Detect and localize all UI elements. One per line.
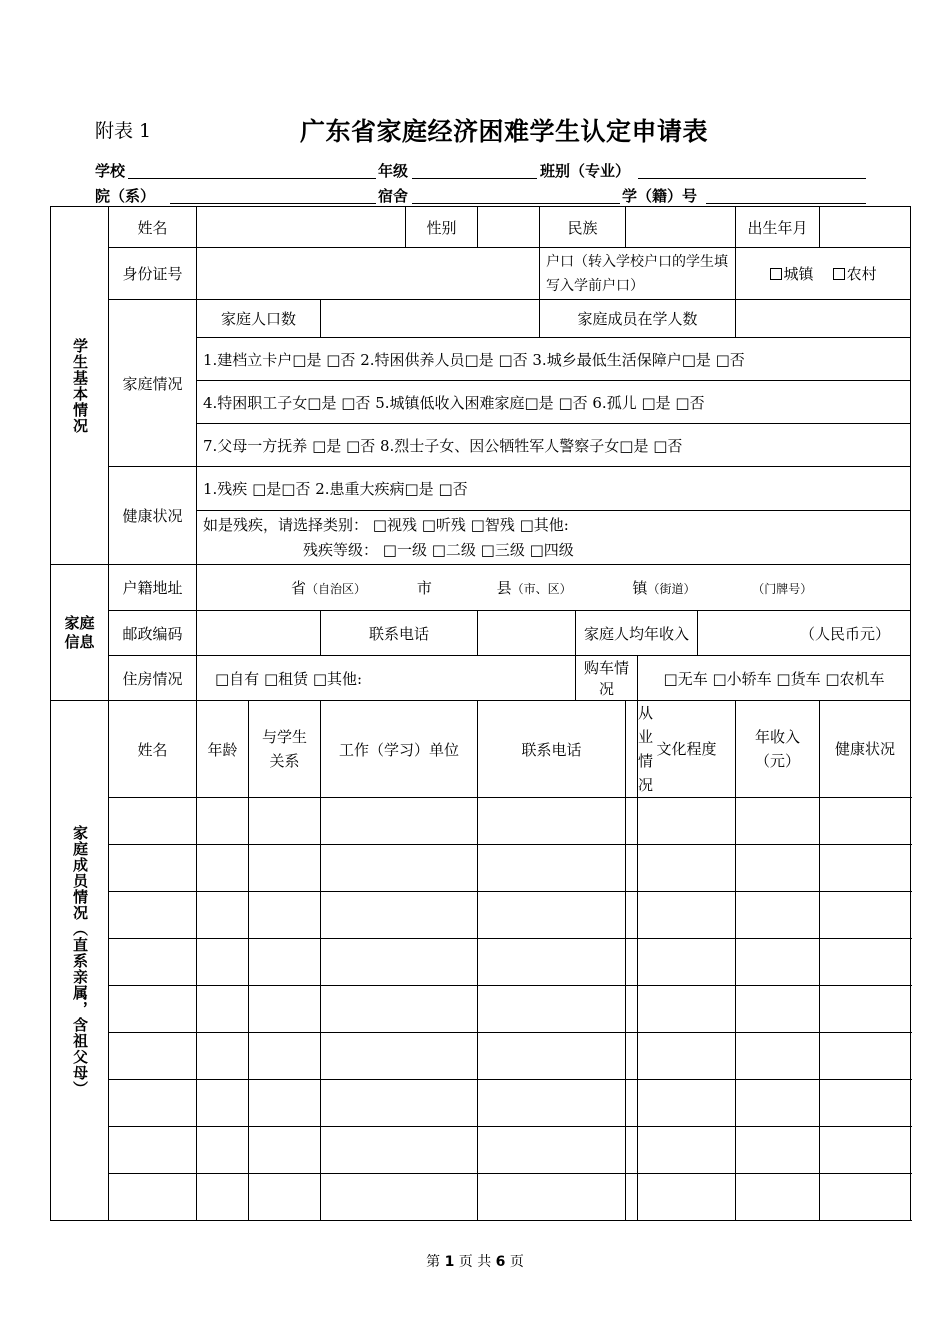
grade-field[interactable] — [412, 178, 537, 179]
member-cell[interactable] — [736, 1033, 820, 1080]
family-students-label: 家庭成员在学人数 — [540, 300, 736, 338]
family-status-label: 家庭情况 — [109, 300, 197, 467]
member-cell[interactable] — [820, 1033, 911, 1080]
health-row1[interactable]: 1.残疾 □是□否 2.患重大疾病□是 □否 — [197, 467, 911, 511]
class-field[interactable] — [638, 178, 866, 179]
member-cell[interactable] — [478, 892, 626, 939]
member-cell[interactable] — [321, 939, 478, 986]
member-cell[interactable] — [736, 986, 820, 1033]
member-cell[interactable] — [321, 1033, 478, 1080]
member-cell[interactable] — [736, 1080, 820, 1127]
member-cell[interactable] — [249, 1080, 321, 1127]
member-cell[interactable] — [249, 798, 321, 845]
member-cell[interactable] — [820, 1127, 911, 1174]
rural-checkbox[interactable] — [833, 268, 845, 280]
name-field[interactable] — [197, 207, 406, 248]
urban-checkbox[interactable] — [770, 268, 782, 280]
member-cell[interactable] — [478, 1174, 626, 1221]
member-cell[interactable] — [638, 798, 736, 845]
member-row — [51, 892, 911, 939]
member-cell[interactable] — [249, 939, 321, 986]
section-family-members: 家庭成员情况（直系亲属，含祖父母） — [51, 701, 109, 1221]
member-cell[interactable] — [478, 1127, 626, 1174]
family-students-field[interactable] — [736, 300, 911, 338]
member-cell[interactable] — [626, 1174, 638, 1221]
county-label: 县 — [496, 579, 512, 597]
member-cell[interactable] — [321, 892, 478, 939]
member-cell[interactable] — [736, 1174, 820, 1221]
housing-options[interactable]: □自有 □租赁 □其他: — [197, 656, 576, 701]
town-note: （街道） — [647, 582, 696, 596]
member-cell[interactable] — [736, 939, 820, 986]
member-cell[interactable] — [478, 986, 626, 1033]
member-cell[interactable] — [638, 845, 736, 892]
member-cell[interactable] — [626, 986, 638, 1033]
member-cell[interactable] — [109, 1174, 197, 1221]
member-cell[interactable] — [197, 845, 249, 892]
annex-label: 附表 1 — [95, 120, 152, 142]
member-cell[interactable] — [197, 1080, 249, 1127]
car-options[interactable]: □无车 □小轿车 □货车 □农机车 — [638, 656, 911, 701]
birth-label: 出生年月 — [736, 207, 820, 248]
member-cell[interactable] — [820, 1080, 911, 1127]
member-cell[interactable] — [109, 892, 197, 939]
student-no-label: 学（籍）号 — [622, 187, 698, 205]
name-label: 姓名 — [109, 207, 197, 248]
member-cell[interactable] — [249, 1127, 321, 1174]
member-col-health: 健康状况 — [820, 701, 911, 798]
member-row — [51, 1127, 911, 1174]
member-row — [51, 939, 911, 986]
class-label: 班别（专业） — [540, 162, 631, 180]
member-cell[interactable] — [736, 892, 820, 939]
member-cell[interactable] — [638, 1080, 736, 1127]
postcode-field[interactable] — [197, 611, 321, 656]
member-cell[interactable] — [197, 892, 249, 939]
dept-label: 院（系） — [95, 187, 156, 205]
birth-field[interactable] — [820, 207, 911, 248]
member-cell[interactable] — [321, 845, 478, 892]
health-label: 健康状况 — [109, 467, 197, 565]
id-label: 身份证号 — [109, 248, 197, 300]
member-cell[interactable] — [626, 939, 638, 986]
member-cell[interactable] — [197, 1033, 249, 1080]
address-field[interactable] — [197, 565, 911, 611]
member-cell[interactable] — [478, 845, 626, 892]
hukou-options[interactable] — [736, 248, 911, 300]
member-cell[interactable] — [478, 1033, 626, 1080]
member-row — [51, 798, 911, 845]
member-cell[interactable] — [626, 1127, 638, 1174]
member-cell[interactable] — [109, 1080, 197, 1127]
urban-option-label: 城镇 — [783, 265, 814, 283]
family-size-field[interactable] — [321, 300, 540, 338]
member-cell[interactable] — [249, 986, 321, 1033]
dorm-label: 宿舍 — [378, 187, 409, 205]
page-footer: 第 1 页 共 6 页 — [426, 1254, 524, 1270]
member-cell[interactable] — [321, 1174, 478, 1221]
county-note: （市、区） — [511, 582, 572, 596]
member-cell[interactable] — [626, 798, 638, 845]
member-row — [51, 986, 911, 1033]
member-cell[interactable] — [736, 1127, 820, 1174]
health-row2[interactable] — [197, 511, 911, 565]
member-cell[interactable] — [820, 892, 911, 939]
member-cell[interactable] — [109, 1033, 197, 1080]
member-col-phone: 联系电话 — [478, 701, 626, 798]
member-col-name: 姓名 — [109, 701, 197, 798]
house-no-note: （门牌号） — [752, 582, 813, 596]
dorm-field[interactable] — [412, 203, 620, 204]
member-row — [51, 1080, 911, 1127]
page-title: 广东省家庭经济困难学生认定申请表 — [300, 117, 709, 146]
page-number: 1 — [444, 1254, 455, 1270]
application-form-table — [50, 206, 911, 1221]
car-label: 购车情况 — [576, 656, 638, 701]
member-cell[interactable] — [626, 1080, 638, 1127]
school-label: 学校 — [95, 162, 126, 180]
member-col-employment: 从业情况 — [626, 701, 638, 798]
member-cell[interactable] — [478, 939, 626, 986]
family-size-label: 家庭人口数 — [197, 300, 321, 338]
member-cell[interactable] — [109, 845, 197, 892]
member-row — [51, 1033, 911, 1080]
member-cell[interactable] — [249, 1174, 321, 1221]
page-total: 6 — [495, 1254, 506, 1270]
member-col-education: 文化程度 — [638, 701, 736, 798]
member-cell[interactable] — [109, 1127, 197, 1174]
province-label: 省 — [291, 579, 307, 597]
member-cell[interactable] — [197, 986, 249, 1033]
member-cell[interactable] — [736, 798, 820, 845]
member-col-relation: 与学生关系 — [249, 701, 321, 798]
member-cell[interactable] — [249, 892, 321, 939]
id-field[interactable] — [197, 248, 540, 300]
gender-label: 性别 — [406, 207, 478, 248]
member-cell[interactable] — [626, 1033, 638, 1080]
member-cell[interactable] — [109, 986, 197, 1033]
member-cell[interactable] — [638, 1033, 736, 1080]
dept-field[interactable] — [170, 203, 376, 204]
member-col-income: 年收入（元） — [736, 701, 820, 798]
student-no-field[interactable] — [706, 203, 866, 204]
member-cell[interactable] — [638, 1127, 736, 1174]
member-cell[interactable] — [626, 892, 638, 939]
ethnicity-label: 民族 — [540, 207, 626, 248]
city-label: 市 — [416, 579, 432, 597]
member-cell[interactable] — [736, 845, 820, 892]
disability-type[interactable]: 如是残疾，请选择类别： □视残 □听残 □智残 □其他: — [203, 515, 569, 534]
member-cell[interactable] — [626, 845, 638, 892]
member-cell[interactable] — [638, 1174, 736, 1221]
member-cell[interactable] — [638, 892, 736, 939]
family-status-row2[interactable]: 4.特困职工子女□是 □否 5.城镇低收入困难家庭□是 □否 6.孤儿 □是 □否 — [197, 381, 911, 424]
housing-label: 住房情况 — [109, 656, 197, 701]
phone-field[interactable] — [478, 611, 576, 656]
member-cell[interactable] — [820, 1174, 911, 1221]
member-cell[interactable] — [197, 1127, 249, 1174]
member-row — [51, 1174, 911, 1221]
member-cell[interactable] — [249, 1033, 321, 1080]
school-field[interactable] — [128, 178, 376, 179]
member-cell[interactable] — [820, 798, 911, 845]
member-cell[interactable] — [820, 845, 911, 892]
member-row — [51, 845, 911, 892]
member-cell[interactable] — [321, 1127, 478, 1174]
town-label: 镇 — [632, 579, 648, 597]
member-cell[interactable] — [321, 986, 478, 1033]
member-cell[interactable] — [478, 1080, 626, 1127]
member-cell[interactable] — [109, 798, 197, 845]
income-label: 家庭人均年收入 — [576, 611, 698, 656]
member-col-age: 年龄 — [197, 701, 249, 798]
member-col-employer: 工作（学习）单位 — [321, 701, 478, 798]
member-cell[interactable] — [638, 986, 736, 1033]
ethnicity-field[interactable] — [626, 207, 736, 248]
province-note: （自治区） — [306, 582, 367, 596]
member-cell[interactable] — [197, 1174, 249, 1221]
member-cell[interactable] — [197, 798, 249, 845]
member-cell[interactable] — [321, 798, 478, 845]
gender-field[interactable] — [478, 207, 540, 248]
postcode-label: 邮政编码 — [109, 611, 197, 656]
address-label: 户籍地址 — [109, 565, 197, 611]
member-cell[interactable] — [249, 845, 321, 892]
rural-option-label: 农村 — [846, 265, 877, 283]
disability-level[interactable]: 残疾等级： □一级 □二级 □三级 □四级 — [303, 540, 574, 559]
member-cell[interactable] — [109, 939, 197, 986]
member-cell[interactable] — [820, 939, 911, 986]
member-cell[interactable] — [638, 939, 736, 986]
phone-label: 联系电话 — [321, 611, 478, 656]
member-cell[interactable] — [321, 1080, 478, 1127]
member-cell[interactable] — [197, 939, 249, 986]
family-status-row1[interactable]: 1.建档立卡户□是 □否 2.特困供养人员□是 □否 3.城乡最低生活保障户□是 □否 — [197, 338, 911, 381]
grade-label: 年级 — [378, 162, 409, 180]
hukou-note: 户口（转入学校户口的学生填写入学前户口） — [540, 248, 736, 300]
member-cell[interactable] — [478, 798, 626, 845]
member-cell[interactable] — [820, 986, 911, 1033]
section-family-info: 家庭信息 — [51, 565, 109, 701]
section-basic-info: 学生基本情况 — [51, 207, 109, 565]
family-status-row3[interactable]: 7.父母一方抚养 □是 □否 8.烈士子女、因公牺牲军人警察子女□是 □否 — [197, 424, 911, 467]
income-field[interactable]: （人民币元） — [698, 611, 911, 656]
